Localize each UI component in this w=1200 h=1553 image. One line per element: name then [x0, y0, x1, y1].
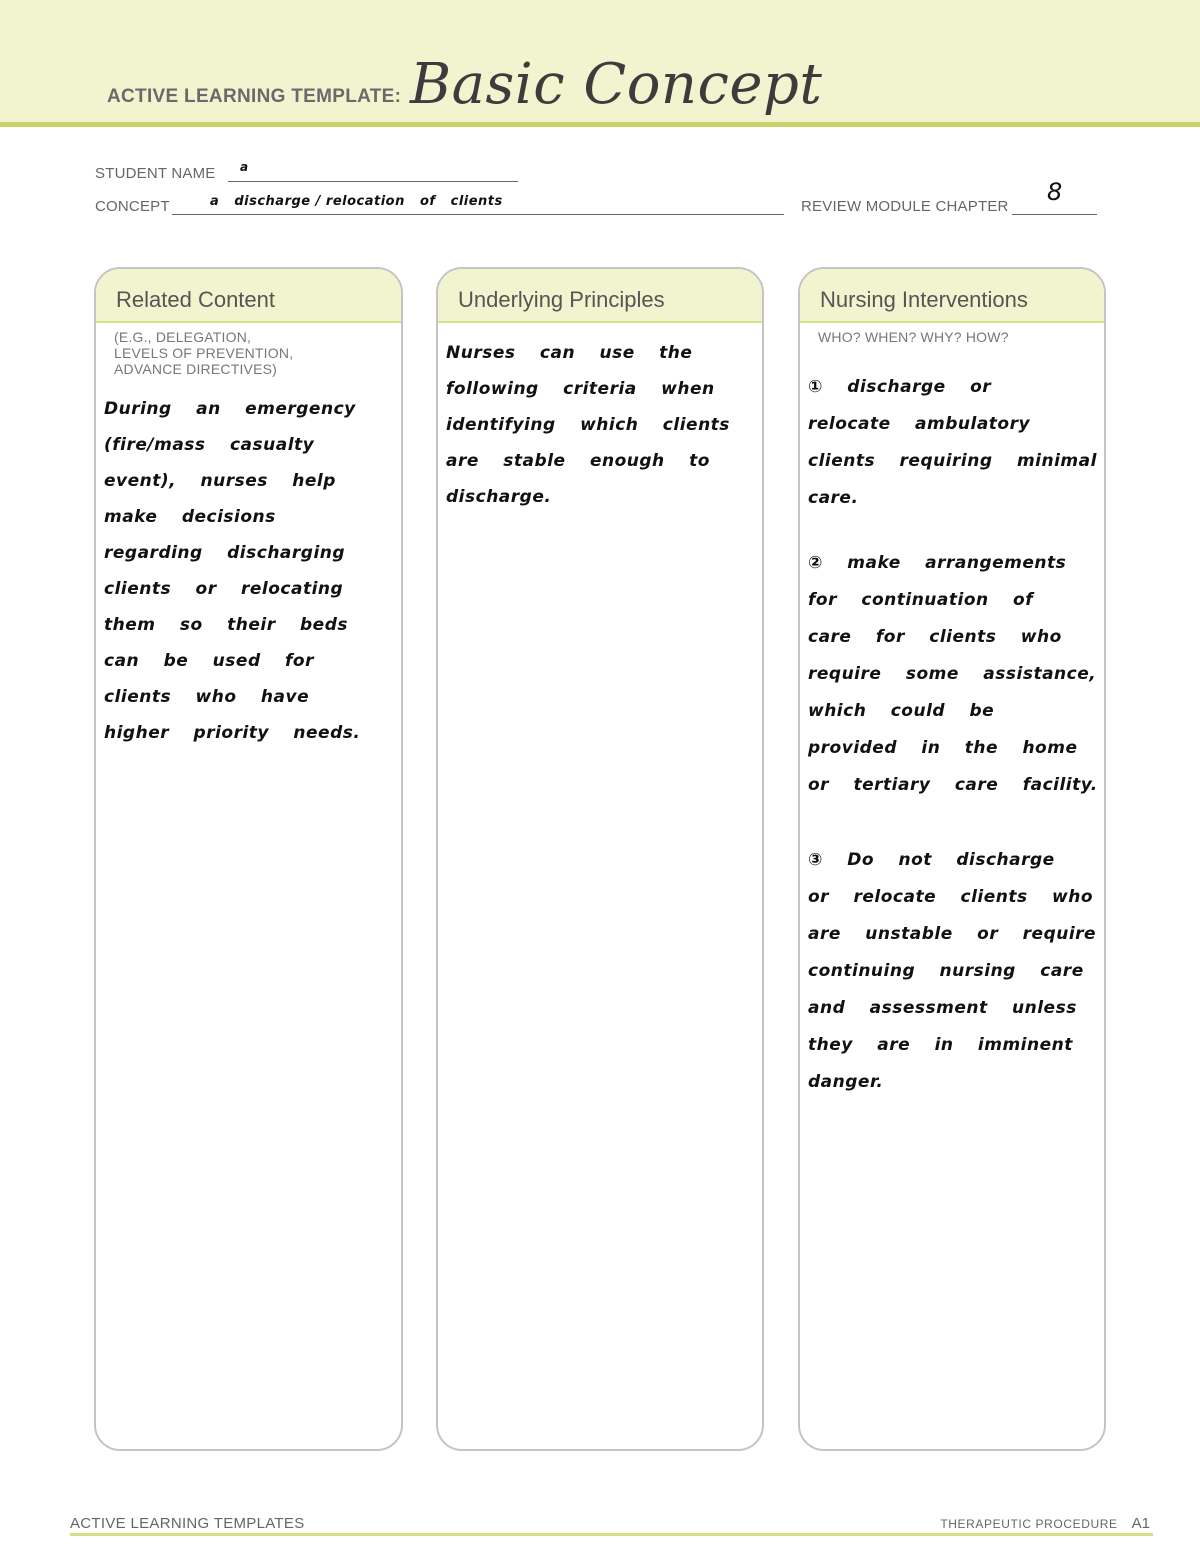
student-name-line: [228, 181, 518, 182]
related-content-subtitle: (E.G., DELEGATION, LEVELS OF PREVENTION, ADVANCE DIRECTIVES): [114, 329, 294, 377]
template-title: Basic Concept: [410, 52, 823, 117]
underlying-principles-notes[interactable]: [446, 335, 756, 533]
chapter-label: REVIEW MODULE CHAPTER: [801, 198, 1009, 215]
underlying-principles-title: Underlying Principles: [458, 287, 665, 312]
student-name-label: STUDENT NAME: [95, 165, 216, 182]
intervention-item-1: ① discharge or relocate ambulatory clients requiring minimal care.: [808, 377, 1097, 508]
concept-label: CONCEPT: [95, 198, 170, 215]
underlying-principles-paragraph: Nurses can use the following criteria when identifying which clients are stable enough to discharge.: [446, 343, 730, 507]
header-rule: [0, 122, 1200, 127]
intervention-item-2: ② make arrangements for continuation of care for clients who require some assistance, which could be provided in the home or tertiary care facility.: [808, 553, 1098, 795]
related-content-paragraph: During an emergency (fire/mass casualty event), nurses help make decisions regarding discharging clients or relocating them so their beds can be used for clients who have higher priority needs.: [104, 399, 361, 743]
chapter-line: [1012, 214, 1097, 215]
footer-rule: [70, 1533, 1153, 1536]
nursing-interventions-box: [798, 267, 1106, 1451]
footer-right: [940, 1515, 1150, 1532]
related-content-box: [94, 267, 403, 1451]
nursing-interventions-subtitle: WHO? WHEN? WHY? HOW?: [818, 329, 1009, 345]
related-content-title: Related Content: [116, 287, 275, 312]
footer-left: ACTIVE LEARNING TEMPLATES: [70, 1515, 305, 1532]
related-content-notes[interactable]: [104, 391, 395, 769]
nursing-interventions-notes[interactable]: [808, 369, 1098, 1119]
underlying-principles-box: [436, 267, 764, 1451]
footer-page-number: A1: [1131, 1515, 1150, 1532]
intervention-item-3: ③ Do not discharge or relocate clients who are unstable or require continuing nursing care and assessment unless they are in imminent danger.: [808, 850, 1097, 1092]
concept-value[interactable]: a discharge / relocation of clients: [210, 194, 503, 209]
footer-section-label: THERAPEUTIC PROCEDURE: [940, 1517, 1118, 1531]
student-name-value[interactable]: a: [240, 160, 249, 174]
chapter-value[interactable]: 8: [1047, 178, 1063, 206]
template-label: ACTIVE LEARNING TEMPLATE:: [107, 86, 402, 107]
concept-line: [172, 214, 784, 215]
nursing-interventions-title: Nursing Interventions: [820, 287, 1028, 312]
